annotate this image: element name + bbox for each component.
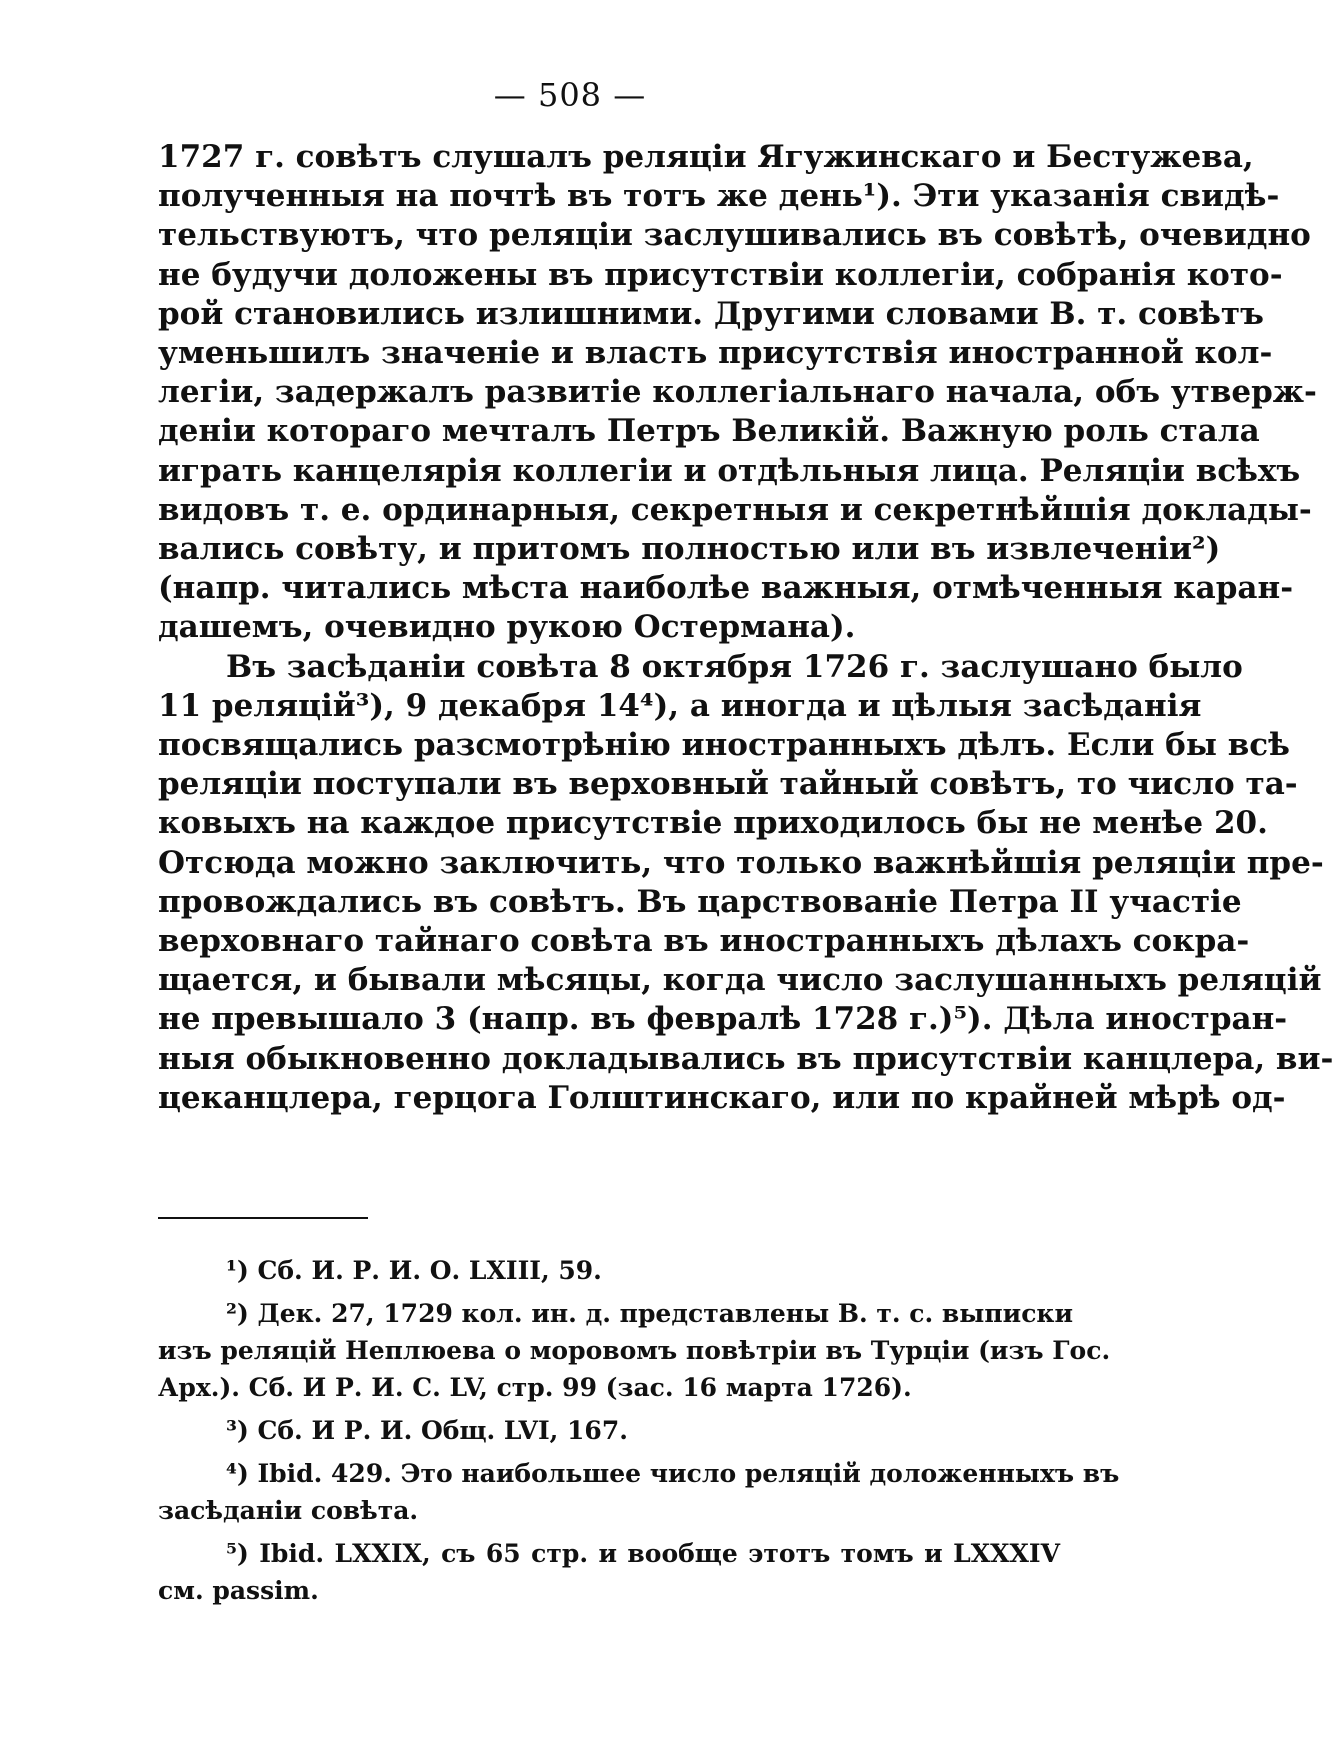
text-line: провождались въ совѣтъ. Въ царствованіе Петра II участіе (158, 883, 1242, 920)
footnote (158, 1535, 1060, 1609)
footnote-line: см. passim. (158, 1576, 319, 1605)
main-text (158, 138, 1333, 1118)
text-line: рой становились излишними. Другими словами В. т. совѣтъ (158, 295, 1264, 332)
text-line: не будучи доложены въ присутствіи коллегіи, собранія кото- (158, 256, 1283, 293)
text-line: вались совѣту, и притомъ полностью или въ извлеченіи²) (158, 531, 1221, 568)
text-line: уменьшилъ значеніе и власть присутствія иностранной кол- (158, 335, 1273, 372)
paragraph-2 (158, 648, 1333, 1118)
text-line: легіи, задержалъ развитіе коллегіальнаго начала, объ утверж- (158, 374, 1317, 411)
text-line: реляціи поступали въ верховный тайный совѣтъ, то число та- (158, 766, 1298, 803)
text-line: щается, и бывали мѣсяцы, когда число заслушанныхъ реляцій (158, 962, 1322, 999)
footnote-line: Арх.). Сб. И Р. И. С. LV, стр. 99 (зас. 16 марта 1726). (158, 1373, 912, 1402)
footnote-separator (158, 1217, 368, 1219)
footnote (158, 1412, 1060, 1449)
text-line: играть канцелярія коллегіи и отдѣльныя лица. Реляціи всѣхъ (158, 452, 1301, 489)
footnote (158, 1252, 1060, 1289)
text-line: Въ засѣданіи совѣта 8 октября 1726 г. заслушано было (226, 648, 1243, 685)
text-line: Отсюда можно заключить, что только важнѣйшія реляціи пре- (158, 844, 1324, 881)
footnote-line: засѣданіи совѣта. (158, 1496, 419, 1525)
footnote-line: ⁵) Ibid. LXXIX, съ 65 стр. и вообще этотъ томъ и LXXXIV (226, 1539, 1060, 1568)
text-line: (напр. читались мѣста наиболѣе важныя, отмѣченныя каран- (158, 570, 1294, 607)
footnote-line: изъ реляцій Неплюева о моровомъ повѣтріи въ Турціи (изъ Гос. (158, 1336, 1111, 1365)
footnote-line: ³) Сб. И Р. И. Общ. LVI, 167. (226, 1416, 628, 1445)
footnote-gap (158, 1609, 1060, 1615)
text-line: цеканцлера, герцога Голштинскаго, или по крайней мѣрѣ од- (158, 1079, 1286, 1116)
footnote-line: ¹) Сб. И. Р. И. О. LXIII, 59. (226, 1256, 602, 1285)
text-line: верховнаго тайнаго совѣта въ иностранныхъ дѣлахъ сокра- (158, 923, 1250, 960)
text-line: видовъ т. е. ординарныя, секретныя и секретнѣйшія доклады- (158, 491, 1312, 528)
footnote-line: ²) Дек. 27, 1729 кол. ин. д. представлены В. т. с. выписки (226, 1299, 1074, 1328)
text-line: полученныя на почтѣ въ тотъ же день¹). Эти указанія свидѣ- (158, 178, 1280, 215)
footnotes (158, 1252, 1120, 1615)
text-line: не превышало 3 (напр. въ февралѣ 1728 г.)⁵). Дѣла иностран- (158, 1001, 1288, 1038)
footnote-line: ⁴) Ibid. 429. Это наибольшее число реляцій доложенныхъ въ (226, 1459, 1120, 1488)
text-line: деніи котораго мечталъ Петръ Великій. Важную роль стала (158, 413, 1260, 450)
text-line: посвящались разсмотрѣнію иностранныхъ дѣлъ. Если бы всѣ (158, 727, 1290, 764)
text-line: 11 реляцій³), 9 декабря 14⁴), а иногда и цѣлыя засѣданія (158, 687, 1202, 724)
page-number: — 508 — (493, 76, 647, 114)
paragraph-1 (158, 138, 1317, 648)
footnote (158, 1455, 1120, 1529)
footnote (158, 1295, 1111, 1406)
text-line: тельствуютъ, что реляціи заслушивались въ совѣтѣ, очевидно (158, 217, 1311, 254)
text-line: дашемъ, очевидно рукою Остермана). (158, 609, 856, 646)
text-line: ныя обыкновенно докладывались въ присутствіи канцлера, ви- (158, 1040, 1333, 1077)
text-line: ковыхъ на каждое присутствіе приходилось бы не менѣе 20. (158, 805, 1268, 842)
text-line: 1727 г. совѣтъ слушалъ реляціи Ягужинскаго и Бестужева, (158, 139, 1254, 175)
